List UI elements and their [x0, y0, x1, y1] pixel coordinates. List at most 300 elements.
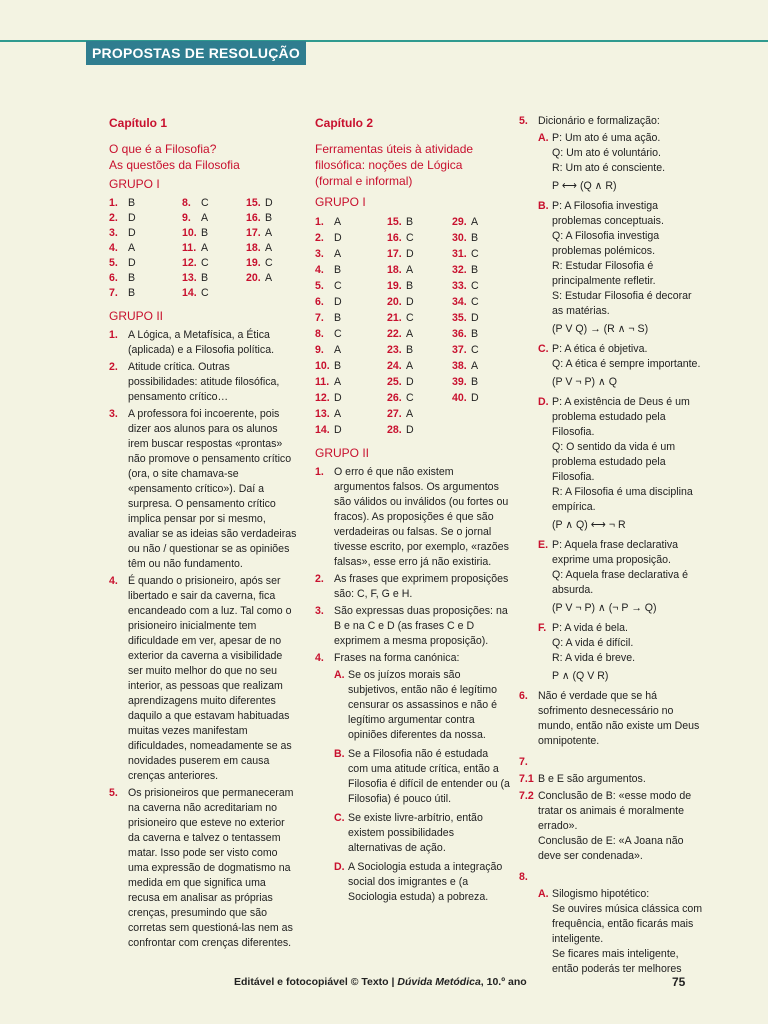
answer-row	[452, 326, 502, 342]
answer-row	[452, 230, 502, 246]
answer-number: 23.	[387, 344, 402, 356]
answer-number: 3.	[109, 227, 118, 239]
sub-letter: B.	[538, 200, 549, 212]
answer-value: C	[471, 344, 479, 356]
answer-value: D	[406, 376, 414, 388]
answer-value: B	[471, 232, 479, 244]
dictionary-line: P: A Filosofia investiga problemas conceptuais.	[552, 200, 664, 227]
answer-number: 13.	[315, 408, 330, 420]
answer-row	[315, 294, 387, 310]
dictionary-line: Q: O sentido da vida é um problema estudado pela Filosofia.	[552, 441, 676, 483]
item-text: Frases na forma canónica:	[334, 652, 460, 664]
answer-value: D	[334, 392, 342, 404]
item-number: 1.	[109, 329, 118, 341]
answer-column	[246, 196, 296, 301]
item-text: Conclusão de B: «esse modo de tratar os animais é moralmente errado».	[538, 790, 692, 832]
chapter-1-grupo-1-label: GRUPO I	[109, 177, 160, 191]
sub-letter: D.	[538, 396, 549, 408]
answer-number: 15.	[246, 197, 261, 209]
answer-number: 17.	[387, 248, 402, 260]
answer-number: 2.	[109, 212, 118, 224]
answer-number: 9.	[315, 344, 324, 356]
answer-value: C	[334, 328, 342, 340]
answer-number: 5.	[315, 280, 324, 292]
list-item	[109, 574, 299, 784]
answer-number: 34.	[452, 296, 467, 308]
answer-number: 26.	[387, 392, 402, 404]
answer-row	[246, 256, 296, 271]
answer-value: D	[128, 212, 136, 224]
answer-row	[182, 286, 246, 301]
answer-column	[452, 214, 502, 438]
answer-number: 12.	[182, 257, 197, 269]
answer-row	[387, 422, 452, 438]
item-text: Atitude crítica. Outras possibilidades: atitude filosófica, pensamento crítico…	[128, 361, 280, 403]
answer-value: A	[128, 242, 136, 254]
answer-value: C	[471, 296, 479, 308]
answer-value: D	[334, 296, 342, 308]
answer-row	[315, 230, 387, 246]
answer-row	[246, 211, 296, 226]
answer-row	[109, 256, 182, 271]
answer-number: 20.	[387, 296, 402, 308]
item-6	[519, 689, 704, 749]
answer-row	[387, 230, 452, 246]
item-text: Não é verdade que se há sofrimento desnecessário no mundo, então não existe um Deus omnipotente.	[538, 690, 700, 747]
answer-row	[109, 211, 182, 226]
sub-item	[334, 747, 510, 807]
answer-row	[182, 241, 246, 256]
answer-number: 32.	[452, 264, 467, 276]
column-chapter-1	[109, 114, 299, 953]
answer-row	[315, 374, 387, 390]
item-4-subitems	[315, 668, 510, 905]
answer-row	[315, 246, 387, 262]
answer-number: 12.	[315, 392, 330, 404]
answer-value: B	[406, 280, 414, 292]
dictionary-line: P: Aquela frase declarativa exprime uma proposição.	[552, 539, 679, 566]
chapter-1-grupo-2-label: GRUPO II	[109, 309, 164, 323]
answer-number: 2.	[315, 232, 324, 244]
answer-row	[315, 326, 387, 342]
item-number: 8.	[519, 871, 528, 883]
formalization-item	[538, 131, 704, 194]
item-number: 4.	[109, 575, 118, 587]
dictionary-line: Q: A vida é difícil.	[552, 637, 634, 649]
answer-number: 27.	[387, 408, 402, 420]
answer-row	[452, 214, 502, 230]
sub-letter: D.	[334, 861, 345, 873]
answer-number: 37.	[452, 344, 467, 356]
answer-row	[182, 256, 246, 271]
item-text: Os prisioneiros que permaneceram na caverna não acreditariam no prisioneiro que esteve no exterior da caverna e talvez o tentassem matar. Isso pode ser visto como uma expressão de dogmatismo na medida em que significa uma recusa em analisar as próprias crenças, presumindo que são corretas sem questioná-las nem as confrontar com crenças diferentes.	[128, 787, 294, 949]
item-number: 4.	[315, 652, 324, 664]
list-item	[315, 465, 510, 570]
item-number: 3.	[109, 408, 118, 420]
formalization-item	[538, 199, 704, 337]
answer-value: C	[471, 248, 479, 260]
formula: (P V ¬ P) ∧ Q	[552, 376, 617, 388]
answer-number: 33.	[452, 280, 467, 292]
answer-value: A	[334, 408, 342, 420]
answer-number: 10.	[315, 360, 330, 372]
answer-row	[452, 342, 502, 358]
answer-row	[387, 326, 452, 342]
answer-number: 3.	[315, 248, 324, 260]
item-number: 2.	[315, 573, 324, 585]
answer-row	[452, 278, 502, 294]
answer-number: 22.	[387, 328, 402, 340]
answer-row	[315, 358, 387, 374]
chapter-1-grupo-2-list	[109, 328, 299, 951]
item-text: A Lógica, a Metafísica, a Ética (aplicada) e a Filosofia política.	[128, 329, 275, 356]
answer-value: B	[334, 360, 342, 372]
answer-number: 28.	[387, 424, 402, 436]
answer-row	[182, 226, 246, 241]
answer-number: 30.	[452, 232, 467, 244]
answer-row	[109, 286, 182, 301]
answer-row	[109, 241, 182, 256]
answer-number: 16.	[387, 232, 402, 244]
answer-row	[387, 294, 452, 310]
chapter-2-answer-key	[315, 214, 510, 438]
answer-row	[315, 262, 387, 278]
item-number: 6.	[519, 690, 528, 702]
answer-row	[182, 211, 246, 226]
list-item	[109, 328, 299, 358]
answer-row	[387, 278, 452, 294]
answer-number: 13.	[182, 272, 197, 284]
answer-value: A	[471, 216, 479, 228]
item-7-2	[519, 789, 704, 864]
answer-row	[387, 374, 452, 390]
answer-row	[315, 406, 387, 422]
answer-row	[387, 246, 452, 262]
answer-value: A	[265, 227, 273, 239]
answer-value: B	[265, 212, 273, 224]
subtitle-line: As questões da Filosofia	[109, 158, 240, 172]
sub-letter: A.	[538, 888, 549, 900]
answer-number: 36.	[452, 328, 467, 340]
answer-value: A	[406, 360, 414, 372]
item-7	[519, 755, 704, 770]
sub-letter: E.	[538, 539, 549, 551]
answer-number: 21.	[387, 312, 402, 324]
item-number: 3.	[315, 605, 324, 617]
answer-value: B	[334, 264, 342, 276]
dictionary-line: Q: Um ato é voluntário.	[552, 147, 661, 159]
answer-number: 6.	[315, 296, 324, 308]
answer-number: 24.	[387, 360, 402, 372]
answer-value: D	[334, 424, 342, 436]
sub-letter: C.	[334, 812, 345, 824]
answer-number: 11.	[315, 376, 330, 388]
answer-value: B	[128, 287, 136, 299]
page-number: 75	[672, 975, 686, 989]
formula: (P ∧ Q) ⟷ ¬ R	[552, 519, 626, 531]
formalization-item	[538, 538, 704, 616]
answer-number: 7.	[315, 312, 324, 324]
formula: P ⟷ (Q ∧ R)	[552, 180, 617, 192]
answer-value: D	[334, 232, 342, 244]
answer-value: D	[406, 424, 414, 436]
answer-value: D	[265, 197, 273, 209]
item-text: B e E são argumentos.	[538, 773, 646, 785]
list-item	[109, 786, 299, 951]
answer-number: 1.	[109, 197, 118, 209]
answer-row	[109, 196, 182, 211]
answer-value: B	[201, 272, 209, 284]
answer-row	[315, 422, 387, 438]
answer-value: A	[201, 242, 209, 254]
chapter-1-title: Capítulo 1	[109, 116, 168, 130]
answer-row	[452, 358, 502, 374]
answer-number: 11.	[182, 242, 197, 254]
dictionary-line: S: Estudar Filosofia é decorar as matérias.	[552, 290, 692, 317]
sub-letter: C.	[538, 343, 549, 355]
chapter-2-title: Capítulo 2	[315, 116, 374, 130]
item-number: 1.	[315, 466, 324, 478]
answer-number: 19.	[246, 257, 261, 269]
column-chapter-2	[315, 114, 510, 909]
answer-number: 14.	[182, 287, 197, 299]
answer-number: 40.	[452, 392, 467, 404]
answer-number: 7.	[109, 287, 118, 299]
answer-value: B	[128, 197, 136, 209]
chapter-2-subtitle: Ferramentas úteis à atividade filosófica: noções de Lógica (formal e informal)	[315, 142, 474, 188]
answer-number: 38.	[452, 360, 467, 372]
answer-value: C	[201, 287, 209, 299]
answer-row	[315, 310, 387, 326]
answer-value: B	[471, 328, 479, 340]
answer-row	[452, 246, 502, 262]
answer-row	[452, 374, 502, 390]
sub-letter: F.	[538, 622, 547, 634]
answer-value: D	[471, 312, 479, 324]
answer-value: D	[471, 392, 479, 404]
item-7-1	[519, 772, 704, 787]
answer-value: C	[406, 232, 414, 244]
book-title: Dúvida Metódica	[397, 976, 481, 988]
answer-value: B	[406, 344, 414, 356]
answer-row	[387, 214, 452, 230]
item-text: O erro é que não existem argumentos falsos. Os argumentos são válidos ou inválidos (ou fortes ou fracos). As proposições é que são verdadeiras ou falsas. Se o jornal tivesse escrito, por exemplo, «razões falsas», esse erro já não existiria.	[334, 466, 509, 568]
answer-value: B	[471, 376, 479, 388]
answer-value: A	[406, 408, 414, 420]
item-text: É quando o prisioneiro, após ser libertado e sair da caverna, fica encandeado com a luz. Tal como o prisioneiro inicialmente tem dificuldade em ver, apesar de no exterior da caverna a visibilidade ser muito melhor do que no seu interior, as pessoas que realizam aprendizagens muito diferentes daquilo a que estavam habituadas muitas vezes manifestam dificuldades, nomeadamente se as novidades puserem em causa crenças anteriores.	[128, 575, 292, 782]
answer-row	[315, 278, 387, 294]
dictionary-line: Q: A ética é sempre importante.	[552, 358, 701, 370]
answer-value: C	[265, 257, 273, 269]
sub-item	[334, 668, 510, 743]
answer-number: 6.	[109, 272, 118, 284]
answer-value: C	[201, 257, 209, 269]
formula: (P V ¬ P) ∧ (¬ P → Q)	[552, 602, 657, 614]
answer-value: A	[334, 248, 342, 260]
dictionary-line: R: A vida é breve.	[552, 652, 636, 664]
answer-value: A	[406, 264, 414, 276]
sub-text: A Sociologia estuda a integração social dos imigrantes e (a Sociologia estuda) a pobreza.	[348, 861, 503, 903]
dictionary-line: R: Estudar Filosofia é principalmente refletir.	[552, 260, 656, 287]
answer-value: A	[471, 360, 479, 372]
answer-value: A	[406, 328, 414, 340]
answer-number: 18.	[246, 242, 261, 254]
answer-value: C	[334, 280, 342, 292]
answer-number: 1.	[315, 216, 324, 228]
sub-letter: A.	[538, 132, 549, 144]
answer-value: A	[334, 216, 342, 228]
answer-row	[387, 310, 452, 326]
answer-value: A	[265, 242, 273, 254]
answer-row	[246, 271, 296, 286]
list-item	[315, 651, 510, 666]
answer-value: A	[334, 376, 342, 388]
item-number: 2.	[109, 361, 118, 373]
answer-row	[387, 358, 452, 374]
answer-row	[109, 271, 182, 286]
answer-number: 31.	[452, 248, 467, 260]
answer-value: C	[471, 280, 479, 292]
formula: P ∧ (Q V R)	[552, 670, 609, 682]
sub-letter: A.	[334, 669, 345, 681]
formalization-item	[538, 621, 704, 684]
item-text: As frases que exprimem proposições são: C, F, G e H.	[334, 573, 509, 600]
answer-row	[452, 310, 502, 326]
answer-number: 5.	[109, 257, 118, 269]
answer-value: D	[128, 227, 136, 239]
chapter-2-grupo-2-list	[315, 465, 510, 905]
item-number: 7.2	[519, 790, 534, 802]
answer-value: D	[406, 248, 414, 260]
answer-row	[315, 214, 387, 230]
dictionary-line: R: Um ato é consciente.	[552, 162, 666, 174]
dictionary-line: P: Um ato é uma ação.	[552, 132, 661, 144]
answer-number: 29.	[452, 216, 467, 228]
answer-column	[315, 214, 387, 438]
dictionary-line: P: A vida é bela.	[552, 622, 628, 634]
item-number: 7.	[519, 756, 528, 768]
answer-value: B	[406, 216, 414, 228]
item-5-formalizations	[519, 131, 704, 684]
answer-number: 14.	[315, 424, 330, 436]
chapter-1-answer-key	[109, 196, 299, 301]
item-text: A professora foi incoerente, pois dizer aos alunos para os alunos irem buscar respostas «prontas» não promove o pensamento crítico (ora, o site chamava-se «pensamento crítico»). Daí a surpresa. O pensamento crítico implica pensar por si mesmo, avaliar se as ideias são verdadeiras ou não / questionar se as opiniões têm ou não fundamento.	[128, 408, 297, 570]
sub-line: Se ficares mais inteligente, então poderás ter melhores	[552, 948, 682, 975]
item-text: São expressas duas proposições: na B e na C e D (as frases C e D exprimem a mesma proposição).	[334, 605, 508, 647]
answer-value: A	[265, 272, 273, 284]
answer-value: B	[201, 227, 209, 239]
formalization-item	[538, 342, 704, 390]
item-text: Dicionário e formalização:	[538, 115, 660, 127]
item-8-a	[519, 887, 704, 977]
item-number: 5.	[519, 115, 528, 127]
answer-number: 9.	[182, 212, 191, 224]
answer-number: 35.	[452, 312, 467, 324]
answer-number: 16.	[246, 212, 261, 224]
sub-line: Se ouvires música clássica com frequência, então ficarás mais inteligente.	[552, 903, 703, 945]
column-continuation	[519, 114, 704, 981]
answer-value: C	[406, 312, 414, 324]
item-number: 7.1	[519, 773, 534, 785]
answer-value: D	[128, 257, 136, 269]
footer-credits: Editável e fotocopiável © Texto | Dúvida Metódica, 10.º ano	[234, 976, 527, 988]
answer-number: 8.	[315, 328, 324, 340]
list-item	[109, 360, 299, 405]
answer-value: C	[406, 392, 414, 404]
answer-row	[452, 390, 502, 406]
answer-value: D	[406, 296, 414, 308]
answer-row	[315, 342, 387, 358]
chapter-1-subtitle	[109, 141, 299, 173]
sub-item	[334, 860, 510, 905]
formalization-item	[538, 395, 704, 533]
answer-value: C	[201, 197, 209, 209]
answer-row	[182, 196, 246, 211]
answer-number: 17.	[246, 227, 261, 239]
list-item	[315, 604, 510, 649]
answer-value: B	[334, 312, 342, 324]
answer-number: 25.	[387, 376, 402, 388]
sub-text: Se existe livre-arbítrio, então existem possibilidades alternativas de ação.	[348, 812, 483, 854]
answer-row	[246, 196, 296, 211]
answer-number: 15.	[387, 216, 402, 228]
answer-number: 18.	[387, 264, 402, 276]
subtitle-line: O que é a Filosofia?	[109, 142, 217, 156]
answer-number: 19.	[387, 280, 402, 292]
list-item	[109, 407, 299, 572]
sub-lines	[552, 902, 704, 977]
answer-row	[452, 294, 502, 310]
answer-number: 4.	[109, 242, 118, 254]
answer-value: B	[128, 272, 136, 284]
answer-row	[387, 342, 452, 358]
answer-row	[109, 226, 182, 241]
dictionary-line: P: A existência de Deus é um problema estudado pela Filosofia.	[552, 396, 690, 438]
answer-number: 4.	[315, 264, 324, 276]
answer-row	[387, 406, 452, 422]
item-number: 5.	[109, 787, 118, 799]
sub-item	[334, 811, 510, 856]
sub-text: Se a Filosofia não é estudada com uma atitude crítica, então a Filosofia é difícil de entender ou (a Filosofia) é pouco útil.	[348, 748, 510, 805]
answer-number: 39.	[452, 376, 467, 388]
answer-number: 20.	[246, 272, 261, 284]
answer-value: A	[201, 212, 209, 224]
dictionary-line: P: A ética é objetiva.	[552, 343, 648, 355]
section-banner: PROPOSTAS DE RESOLUÇÃO	[86, 41, 306, 65]
dictionary-line: Q: A Filosofia investiga problemas polémicos.	[552, 230, 660, 257]
answer-row	[246, 226, 296, 241]
answer-row	[315, 390, 387, 406]
answer-column	[387, 214, 452, 438]
answer-value: A	[334, 344, 342, 356]
item-8	[519, 870, 704, 885]
dictionary-line: Q: Aquela frase declarativa é absurda.	[552, 569, 689, 596]
answer-number: 10.	[182, 227, 197, 239]
item-text-2: Conclusão de E: «A Joana não deve ser condenada».	[538, 835, 684, 862]
answer-column	[109, 196, 182, 301]
sub-title: Silogismo hipotético:	[552, 888, 650, 900]
answer-row	[182, 271, 246, 286]
chapter-2-grupo-2-label: GRUPO II	[315, 446, 370, 460]
item-5	[519, 114, 704, 129]
answer-row	[246, 241, 296, 256]
dictionary-line: R: A Filosofia é uma disciplina empírica.	[552, 486, 693, 513]
answer-row	[387, 390, 452, 406]
chapter-2-grupo-1-label: GRUPO I	[315, 195, 366, 209]
answer-number: 8.	[182, 197, 191, 209]
answer-value: B	[471, 264, 479, 276]
answer-column	[182, 196, 246, 301]
